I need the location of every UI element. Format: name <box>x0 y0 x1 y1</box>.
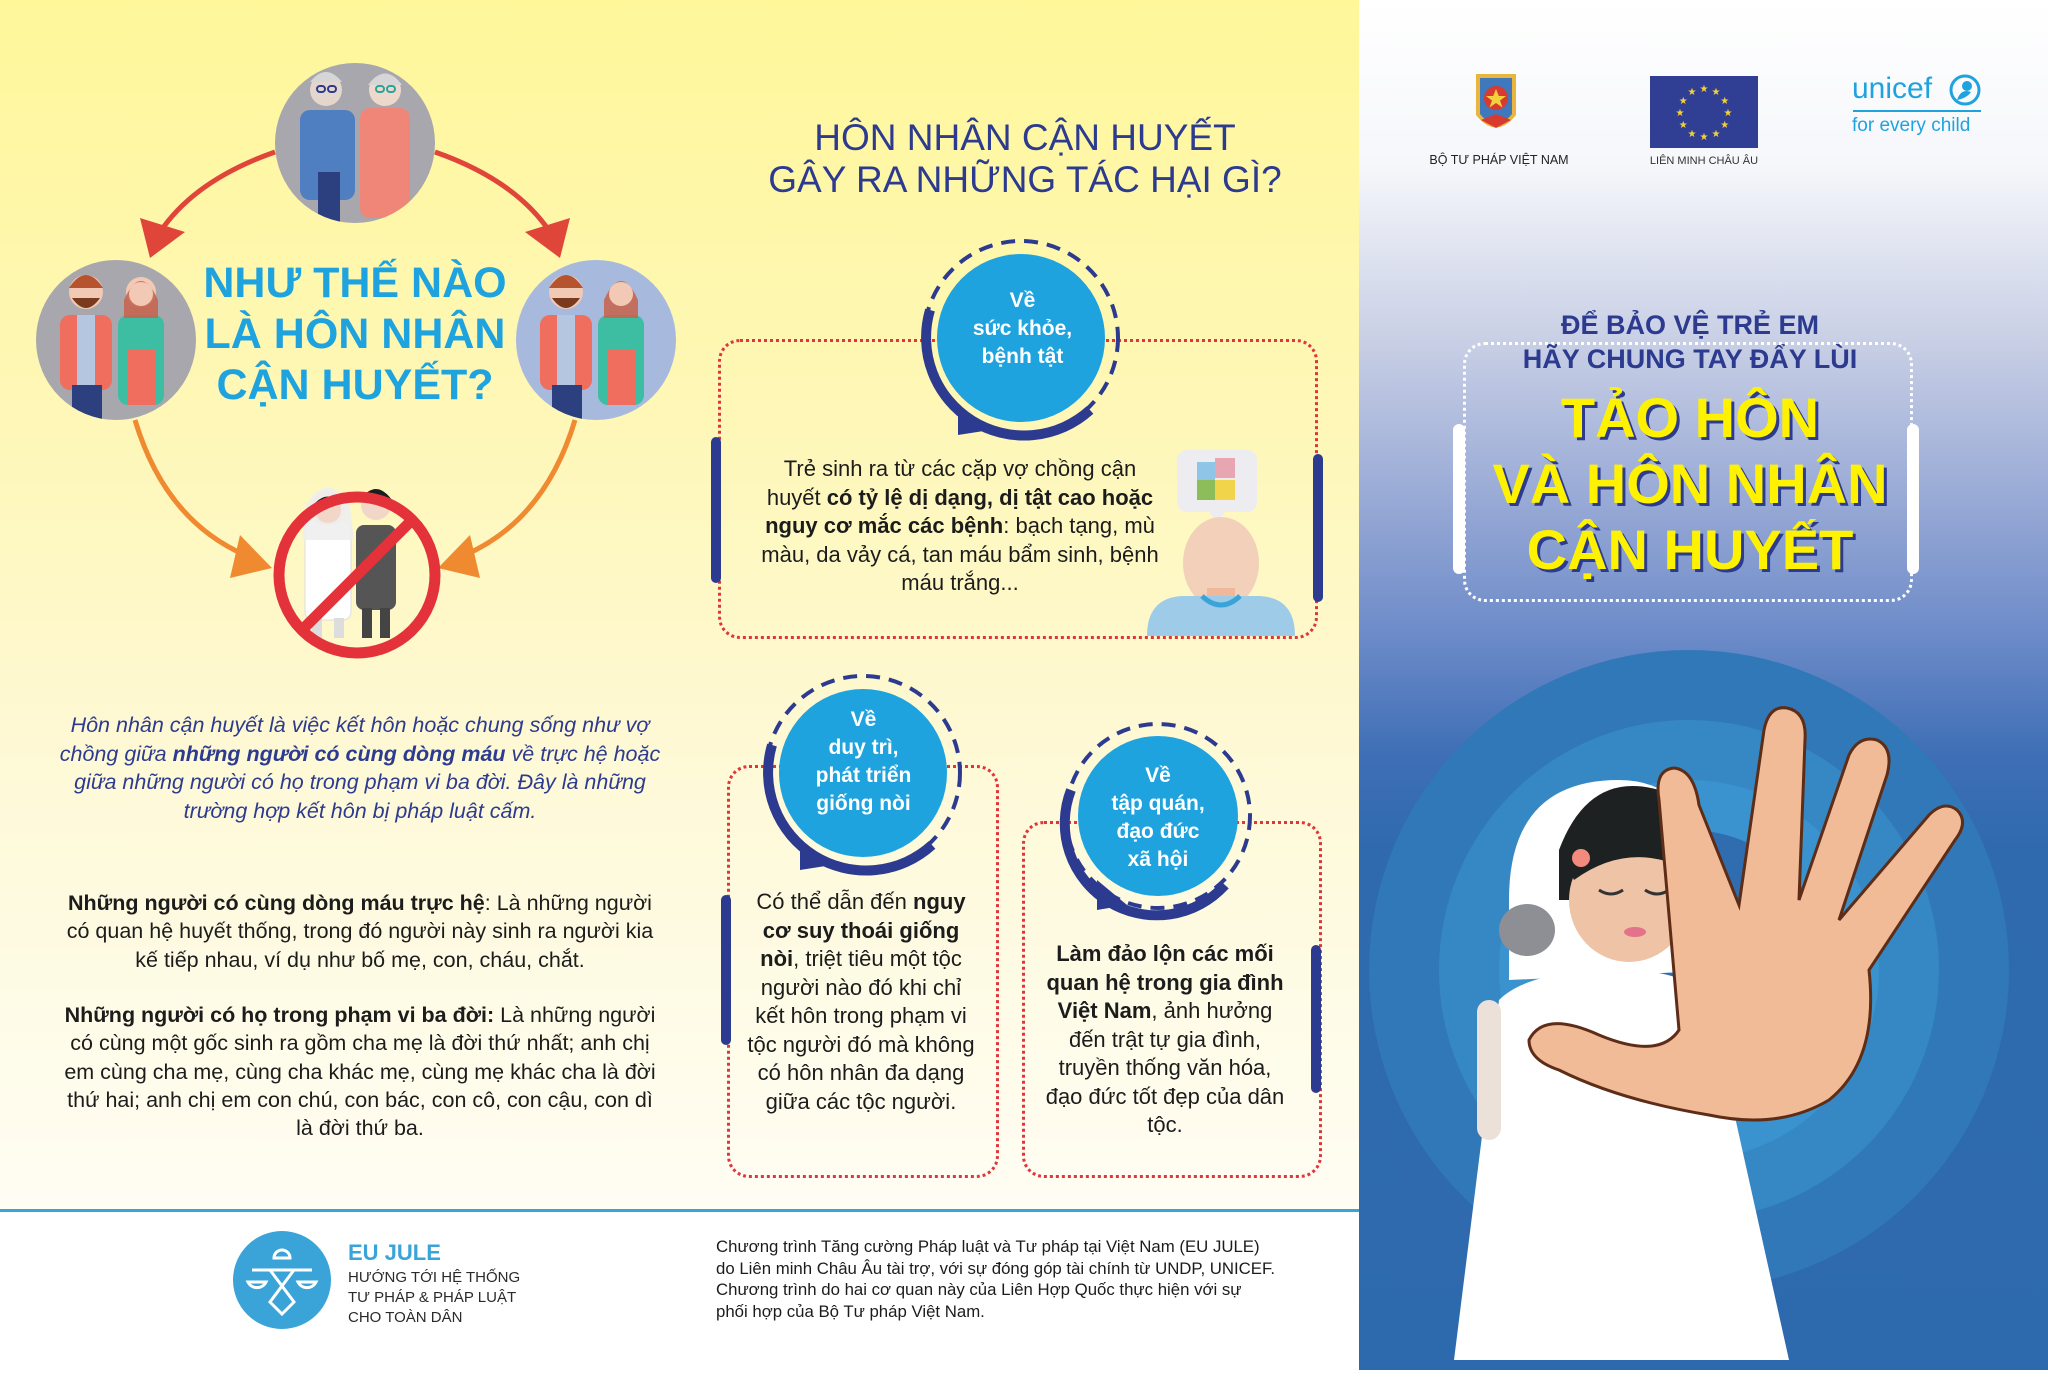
definition-text: Hôn nhân cận huyết là việc kết hôn hoặc chung sống như vợ chồng giữa <box>59 713 650 766</box>
ministry-of-justice-emblem <box>1471 70 1521 140</box>
cta-headline-line: TẢO HÔN <box>1560 386 1820 449</box>
card-text-bold: nguy cơ suy thoái giống nòi <box>760 889 966 971</box>
card-text-bold: Làm đảo lộn các mối quan hệ trong gia đình Việt Nam <box>1046 941 1284 1023</box>
arrow-top-left <box>160 152 275 232</box>
card-text: : bạch tạng, mù màu, da vảy cá, tan máu bẩm sinh, bệnh máu trắng... <box>761 513 1159 595</box>
question-title <box>200 258 510 411</box>
definition-bold: những người có cùng dòng máu <box>172 741 506 766</box>
arrow-right-bottom <box>465 420 575 555</box>
eu-star-icon: ★ <box>1723 108 1733 119</box>
question-title-line: CẬN HUYẾT? <box>216 361 494 409</box>
unicef-emblem-icon <box>1949 74 1981 106</box>
direct-line-paragraph <box>40 889 680 974</box>
card-accent-bar <box>1313 454 1323 602</box>
eu-star-icon: ★ <box>1675 108 1685 119</box>
program-description-line: Chương trình do hai cơ quan này của Liên Hợp Quốc thực hiện với sự <box>716 1280 1242 1299</box>
card-text: , triệt tiêu một tộc người nào đó khi chỉ kết hôn trong phạm vi tộc người đó mà không có hôn nhân đa dạng giữa các tộc người. <box>747 946 975 1114</box>
eu-star-icon: ★ <box>1678 96 1688 107</box>
harms-title <box>760 117 1290 201</box>
arrow-right-bottom-head <box>438 535 480 578</box>
eu-flag-icon <box>1650 76 1758 148</box>
harm-health-text <box>760 455 1160 598</box>
harm-society-text <box>1045 940 1285 1140</box>
eu-jule-subtitle-line: HƯỚNG TỚI HỆ THỐNG <box>348 1269 521 1286</box>
program-description-line: phối hợp của Bộ Tư pháp Việt Nam. <box>716 1301 985 1321</box>
question-title-line: NHƯ THẾ NÀO <box>203 259 507 307</box>
arrow-left-bottom <box>135 420 245 555</box>
cta-headline-line: VÀ HÔN NHÂN <box>1492 452 1888 515</box>
card-accent-bar <box>721 895 731 1045</box>
eu-jule-title: EU JULE <box>348 1240 441 1265</box>
cta-subtitle-line: HÃY CHUNG TAY ĐẨY LÙI <box>1522 344 1858 374</box>
child-marriage-prohibited-illustration <box>279 488 435 654</box>
bubble-race-label <box>780 706 947 818</box>
eu-star-icon: ★ <box>1720 120 1730 131</box>
bubble-line: xã hội <box>1127 848 1189 871</box>
parents-couple-illustration-right <box>516 260 676 425</box>
eu-star-icon: ★ <box>1699 132 1709 143</box>
eu-star-icon: ★ <box>1711 128 1721 140</box>
bubble-line: đạo đức <box>1116 820 1200 843</box>
arrow-left-bottom-head <box>230 535 272 578</box>
card-accent-bar <box>711 437 721 583</box>
card-text: Trẻ sinh ra từ các cặp vợ chồng cận huyết <box>766 456 1137 510</box>
harms-title-line: GÂY RA NHỮNG TÁC HẠI GÌ? <box>768 159 1282 200</box>
harms-title-line: HÔN NHÂN CẬN HUYẾT <box>814 117 1236 158</box>
unicef-divider <box>1853 110 1981 112</box>
eu-jule-subtitle-line: CHO TOÀN DÂN <box>348 1309 463 1326</box>
arrow-top-right <box>435 152 550 232</box>
eu-star-icon: ★ <box>1678 120 1688 131</box>
program-description-line: do Liên minh Châu Âu tài trợ, với sự đóng góp tài chính từ UNDP, UNICEF. <box>716 1258 1276 1278</box>
definition-paragraph <box>40 711 680 825</box>
eu-star-icon: ★ <box>1711 87 1721 99</box>
eu-star-icon: ★ <box>1687 87 1697 99</box>
direct-line-text: : Là những người có quan hệ huyết thống, trong đó người này sinh ra người kia kế tiếp nhau, ví dụ như bố mẹ, con, cháu, chắt. <box>66 891 654 972</box>
arrow-top-right-head <box>525 218 570 258</box>
bubble-line: duy trì, <box>828 736 899 759</box>
eu-jule-subtitle-line: TƯ PHÁP & PHÁP LUẬT <box>348 1289 517 1306</box>
unicef-wordmark <box>1852 72 1932 106</box>
three-generations-text: Là những người có cùng một gốc sinh ra gồm cha mẹ là đời thứ nhất; anh chị em cùng cha mẹ, cùng cha khác mẹ, cùng mẹ khác cha là đời thứ hai; anh chị em con chú, con bác, con cô, con cậu, con dì là đời thứ ba. <box>64 1003 656 1141</box>
arrow-top-left-head <box>140 218 185 258</box>
card-text: , ảnh hưởng đến trật tự gia đình, truyền thống văn hóa, đạo đức tốt đẹp của dân tộc. <box>1045 998 1285 1137</box>
eu-star-icon: ★ <box>1699 84 1709 95</box>
card-text-bold: có tỷ lệ dị dạng, dị tật cao hoặc nguy cơ mắc các bệnh <box>765 484 1154 538</box>
eu-star-icon: ★ <box>1687 128 1697 140</box>
cta-subtitle <box>1440 308 1940 376</box>
bubble-health-label <box>940 287 1105 371</box>
bubble-line: Về <box>1009 289 1036 312</box>
bubble-line: tập quán, <box>1111 792 1205 815</box>
grandparents-illustration <box>275 63 435 232</box>
card-text: Có thể dẫn đến <box>756 889 913 914</box>
direct-line-term: Những người có cùng dòng máu trực hệ <box>68 891 485 915</box>
eu-jule-logo <box>232 1230 332 1330</box>
cta-headline <box>1400 385 1980 583</box>
unicef-word: unicef <box>1852 72 1933 105</box>
question-title-line: LÀ HÔN NHÂN <box>204 310 506 358</box>
cta-subtitle-line: ĐỂ BẢO VỆ TRẺ EM <box>1560 310 1820 340</box>
bubble-society-label <box>1078 762 1238 874</box>
parents-couple-illustration-left <box>36 260 196 425</box>
bubble-line: phát triển <box>815 764 912 787</box>
bubble-line: giống nòi <box>816 792 911 815</box>
three-generations-term: Những người có họ trong phạm vi ba đời: <box>64 1003 495 1027</box>
harm-race-text <box>745 888 977 1116</box>
bubble-line: bệnh tật <box>981 345 1064 368</box>
footer-divider <box>0 1209 1359 1212</box>
bubble-line: Về <box>850 708 877 731</box>
eu-jule-subtitle <box>348 1268 520 1328</box>
hand-stop-illustration <box>1359 640 2048 1370</box>
bubble-line: sức khỏe, <box>972 317 1073 340</box>
card-accent-bar <box>1311 945 1321 1093</box>
program-description-line: Chương trình Tăng cường Pháp luật và Tư pháp tại Việt Nam (EU JULE) <box>716 1237 1260 1256</box>
definition-text: về trực hệ hoặc giữa những người có họ trong phạm vi ba đời. Đây là những trường hợp kết hôn bị pháp luật cấm. <box>74 741 661 823</box>
person-puzzle-icon <box>1147 448 1297 636</box>
program-description <box>716 1236 1336 1322</box>
cta-headline-line: CẬN HUYẾT <box>1526 518 1854 581</box>
ministry-caption: BỘ TƯ PHÁP VIỆT NAM <box>1429 153 1569 167</box>
right-cover-panel <box>1359 0 2048 1370</box>
eu-star-icon: ★ <box>1720 96 1730 107</box>
unicef-tagline: for every child <box>1852 115 1971 136</box>
three-generations-paragraph <box>40 1001 680 1142</box>
bubble-line: Về <box>1145 764 1171 787</box>
eu-caption: LIÊN MINH CHÂU ÂU <box>1649 155 1759 167</box>
